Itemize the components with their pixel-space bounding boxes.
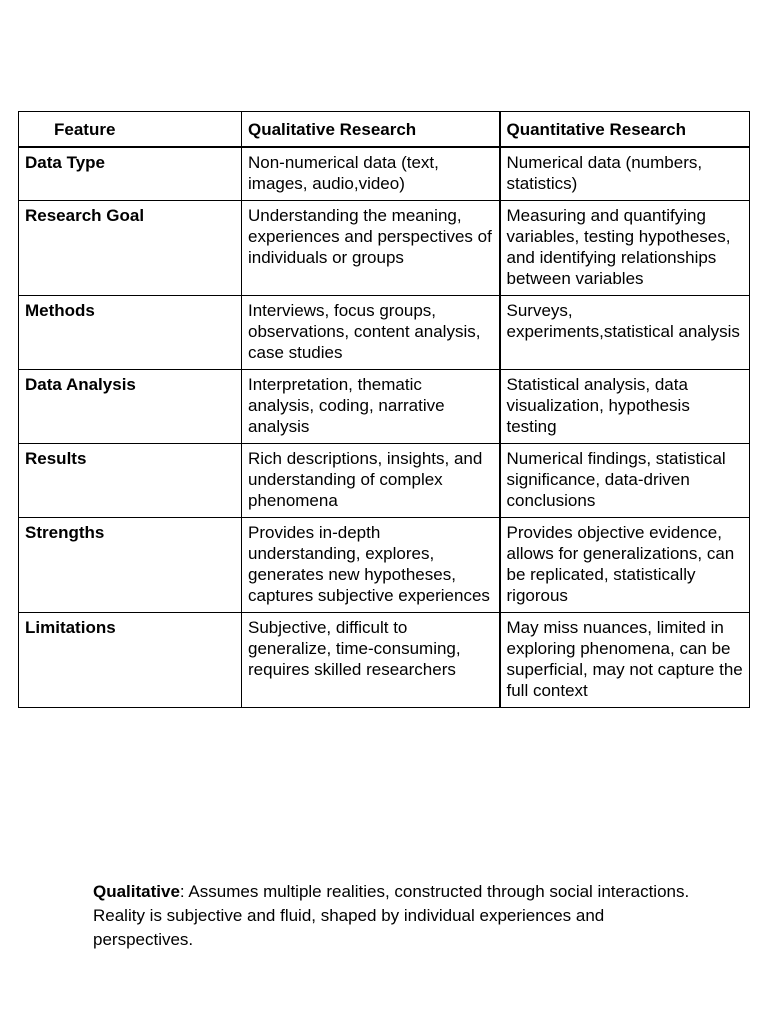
feature-cell: Data Analysis (19, 370, 242, 444)
table-row (19, 444, 750, 518)
qualitative-cell: Non-numerical data (text, images, audio,video) (242, 147, 500, 201)
qualitative-cell: Rich descriptions, insights, and understanding of complex phenomena (242, 444, 500, 518)
quantitative-cell: Surveys, experiments,statistical analysis (500, 296, 750, 370)
feature-cell: Data Type (19, 147, 242, 201)
table-row (19, 370, 750, 444)
feature-cell: Strengths (19, 518, 242, 613)
table-header-row (19, 112, 750, 148)
quantitative-cell: Statistical analysis, data visualization, hypothesis testing (500, 370, 750, 444)
quantitative-cell: Measuring and quantifying variables, testing hypotheses, and identifying relationships between variables (500, 201, 750, 296)
note-text: : Assumes multiple realities, constructed through social interactions. Reality is subjective and fluid, shaped by individual experiences and perspectives. (93, 882, 690, 949)
feature-cell: Methods (19, 296, 242, 370)
feature-cell: Results (19, 444, 242, 518)
feature-cell: Research Goal (19, 201, 242, 296)
feature-cell: Limitations (19, 613, 242, 708)
header-feature: Feature (19, 112, 242, 148)
table-row (19, 147, 750, 201)
qualitative-cell: Provides in-depth understanding, explores, generates new hypotheses, captures subjective experiences (242, 518, 500, 613)
header-qualitative: Qualitative Research (242, 112, 500, 148)
qualitative-cell: Understanding the meaning, experiences and perspectives of individuals or groups (242, 201, 500, 296)
quantitative-cell: May miss nuances, limited in exploring phenomena, can be superficial, may not capture the full context (500, 613, 750, 708)
qualitative-cell: Subjective, difficult to generalize, time-consuming, requires skilled researchers (242, 613, 500, 708)
quantitative-cell: Numerical findings, statistical significance, data-driven conclusions (500, 444, 750, 518)
header-quantitative: Quantitative Research (500, 112, 750, 148)
comparison-table (18, 111, 750, 708)
quantitative-cell: Numerical data (numbers, statistics) (500, 147, 750, 201)
qualitative-cell: Interpretation, thematic analysis, coding, narrative analysis (242, 370, 500, 444)
qualitative-note (93, 880, 703, 952)
qualitative-cell: Interviews, focus groups, observations, content analysis, case studies (242, 296, 500, 370)
table-row (19, 518, 750, 613)
table-row (19, 296, 750, 370)
note-term: Qualitative (93, 882, 180, 901)
table-row (19, 613, 750, 708)
quantitative-cell: Provides objective evidence, allows for generalizations, can be replicated, statistically rigorous (500, 518, 750, 613)
table-row (19, 201, 750, 296)
